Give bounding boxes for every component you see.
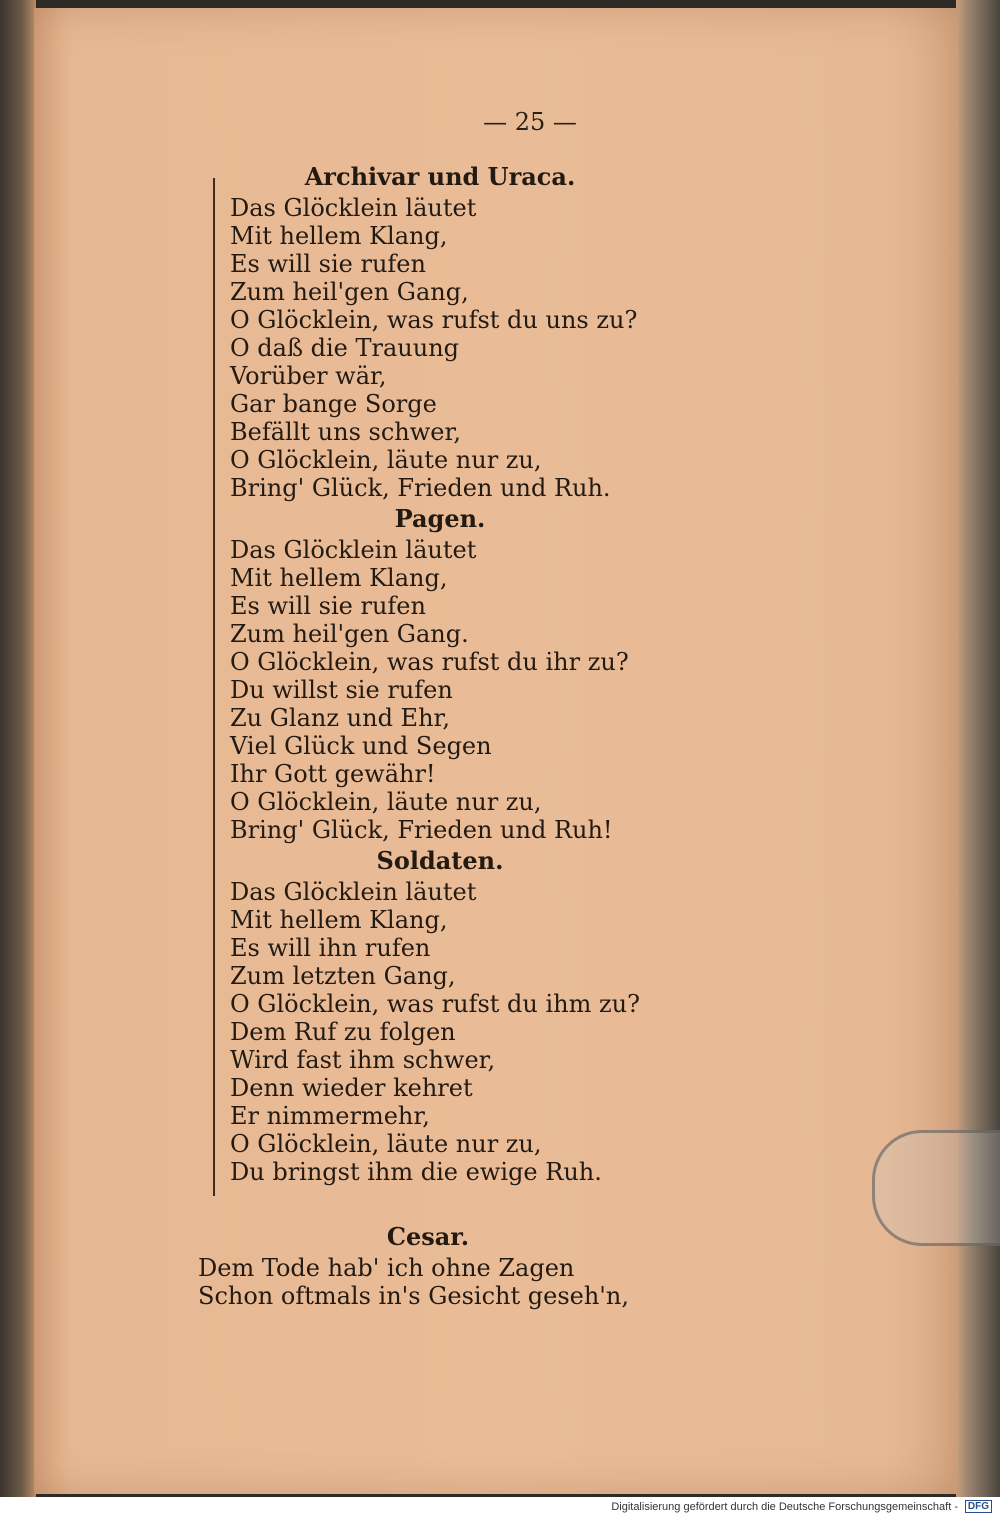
verse-line: O Glöcklein, läute nur zu, (230, 788, 542, 816)
verse-line: Du bringst ihm die ewige Ruh. (230, 1158, 602, 1186)
verse-line: Gar bange Sorge (230, 390, 437, 418)
verse-line: Bring' Glück, Frieden und Ruh. (230, 474, 611, 502)
verse-line: Das Glöcklein läutet (230, 536, 477, 564)
verse-line: O Glöcklein, was rufst du uns zu? (230, 306, 638, 334)
verse-line: O Glöcklein, läute nur zu, (230, 1130, 542, 1158)
verse-line: Zum heil'gen Gang, (230, 278, 469, 306)
verse-line: Befällt uns schwer, (230, 418, 461, 446)
verse-line: Das Glöcklein läutet (230, 194, 477, 222)
page-number: — 25 — (483, 108, 577, 136)
verse-line: Bring' Glück, Frieden und Ruh! (230, 816, 613, 844)
verse-line: Dem Ruf zu folgen (230, 1018, 456, 1046)
verse-line: Mit hellem Klang, (230, 222, 448, 250)
verse-line: Er nimmermehr, (230, 1102, 430, 1130)
section-heading-archivar: Archivar und Uraca. (304, 162, 576, 191)
verse-line: Es will sie rufen (230, 250, 426, 278)
verse-line: O Glöcklein, was rufst du ihm zu? (230, 990, 640, 1018)
verse-line: Dem Tode hab' ich ohne Zagen (198, 1254, 575, 1282)
verse-line: Zu Glanz und Ehr, (230, 704, 450, 732)
footer-bar (0, 1497, 1000, 1519)
verse-line: Zum heil'gen Gang. (230, 620, 469, 648)
dfg-logo: DFG (965, 1500, 992, 1513)
page-clip (872, 1130, 1000, 1246)
section-heading-cesar: Cesar. (386, 1222, 470, 1251)
verse-line: O Glöcklein, läute nur zu, (230, 446, 542, 474)
verse-line: Viel Glück und Segen (230, 732, 492, 760)
verse-line: Es will sie rufen (230, 592, 426, 620)
section-heading-soldaten: Soldaten. (376, 846, 504, 875)
verse-line: Mit hellem Klang, (230, 564, 448, 592)
verse-line: Das Glöcklein läutet (230, 878, 477, 906)
book-right-edge (956, 0, 1000, 1497)
verse-line: Zum letzten Gang, (230, 962, 456, 990)
poem-text (230, 160, 830, 1186)
verse-line: Du willst sie rufen (230, 676, 453, 704)
verse-line: O daß die Trauung (230, 334, 460, 362)
verse-line: Vorüber wär, (230, 362, 387, 390)
chorus-bracket (213, 178, 215, 1196)
verse-line: Mit hellem Klang, (230, 906, 448, 934)
verse-line: Ihr Gott gewähr! (230, 760, 436, 788)
cesar-section (198, 1220, 798, 1310)
footer-credit: Digitalisierung gefördert durch die Deutsche Forschungsgemeinschaft - (611, 1501, 958, 1513)
book-binding-edge (0, 0, 36, 1497)
verse-line: Wird fast ihm schwer, (230, 1046, 496, 1074)
verse-line: Es will ihn rufen (230, 934, 431, 962)
verse-line: Denn wieder kehret (230, 1074, 473, 1102)
verse-line: Schon oftmals in's Gesicht geseh'n, (198, 1282, 629, 1310)
verse-line: O Glöcklein, was rufst du ihr zu? (230, 648, 629, 676)
section-heading-pagen: Pagen. (394, 504, 486, 533)
